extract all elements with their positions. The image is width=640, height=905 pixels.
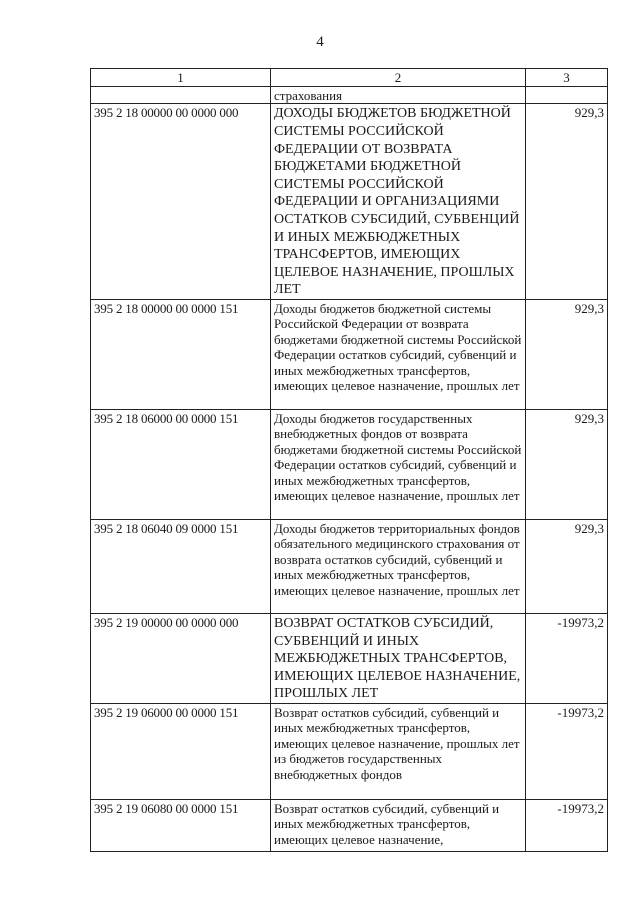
code-cell xyxy=(91,87,271,104)
table-row xyxy=(91,703,608,799)
name-cell: Доходы бюджетов бюджетной системы Российской Федерации от возврата бюджетами бюджетной системы Российской Федерации остатков субсидий, субвенций и иных межбюджетных трансфертов, имеющих целевое назначение, прошлых лет xyxy=(271,299,526,409)
name-cell: ВОЗВРАТ ОСТАТКОВ СУБСИДИЙ, СУБВЕНЦИЙ И ИНЫХ МЕЖБЮДЖЕТНЫХ ТРАНСФЕРТОВ, ИМЕЮЩИХ ЦЕЛЕВОЕ НАЗНАЧЕНИЕ, ПРОШЛЫХ ЛЕТ xyxy=(271,613,526,703)
amount-cell: 929,3 xyxy=(526,409,608,519)
amount-cell: -19973,2 xyxy=(526,799,608,851)
code-cell: 395 2 18 06040 09 0000 151 xyxy=(91,519,271,613)
name-cell: Возврат остатков субсидий, субвенций и иных межбюджетных трансфертов, имеющих целевое назначение, xyxy=(271,799,526,851)
name-cell: Доходы бюджетов государственных внебюджетных фондов от возврата бюджетами бюджетной системы Российской Федерации остатков субсидий, субвенций и иных межбюджетных трансфертов, имеющих целевое назначение, прошлых лет xyxy=(271,409,526,519)
code-cell: 395 2 18 00000 00 0000 151 xyxy=(91,299,271,409)
amount-cell xyxy=(526,87,608,104)
table-row xyxy=(91,409,608,519)
table-row-continuation xyxy=(91,87,608,104)
table-row xyxy=(91,799,608,851)
table-row xyxy=(91,519,608,613)
name-cell: Доходы бюджетов территориальных фондов обязательного медицинского страхования от возврата остатков субсидий, субвенций и иных межбюджетных трансфертов, имеющих целевое назначение, прошлых лет xyxy=(271,519,526,613)
amount-cell: 929,3 xyxy=(526,299,608,409)
code-cell: 395 2 19 06000 00 0000 151 xyxy=(91,703,271,799)
page-number: 4 xyxy=(316,34,324,50)
budget-table xyxy=(90,68,608,852)
column-header-2: 2 xyxy=(271,69,526,87)
table-row xyxy=(91,104,608,300)
name-cell: ДОХОДЫ БЮДЖЕТОВ БЮДЖЕТНОЙ СИСТЕМЫ РОССИЙСКОЙ ФЕДЕРАЦИИ ОТ ВОЗВРАТА БЮДЖЕТАМИ БЮДЖЕТНОЙ СИСТЕМЫ РОССИЙСКОЙ ФЕДЕРАЦИИ И ОРГАНИЗАЦИЯМИ ОСТАТКОВ СУБСИДИЙ, СУБВЕНЦИЙ И ИНЫХ МЕЖБЮДЖЕТНЫХ ТРАНСФЕРТОВ, ИМЕЮЩИХ ЦЕЛЕВОЕ НАЗНАЧЕНИЕ, ПРОШЛЫХ ЛЕТ xyxy=(271,104,526,300)
table-row xyxy=(91,613,608,703)
code-cell: 395 2 19 00000 00 0000 000 xyxy=(91,613,271,703)
amount-cell: 929,3 xyxy=(526,519,608,613)
table-row xyxy=(91,299,608,409)
amount-cell: -19973,2 xyxy=(526,703,608,799)
name-cell: Возврат остатков субсидий, субвенций и иных межбюджетных трансфертов, имеющих целевое назначение, прошлых лет из бюджетов государственных внебюджетных фондов xyxy=(271,703,526,799)
code-cell: 395 2 18 00000 00 0000 000 xyxy=(91,104,271,300)
name-cell: страхования xyxy=(271,87,526,104)
column-header-1: 1 xyxy=(91,69,271,87)
amount-cell: -19973,2 xyxy=(526,613,608,703)
code-cell: 395 2 19 06080 00 0000 151 xyxy=(91,799,271,851)
column-header-3: 3 xyxy=(526,69,608,87)
table-header-row xyxy=(91,69,608,87)
code-cell: 395 2 18 06000 00 0000 151 xyxy=(91,409,271,519)
amount-cell: 929,3 xyxy=(526,104,608,300)
